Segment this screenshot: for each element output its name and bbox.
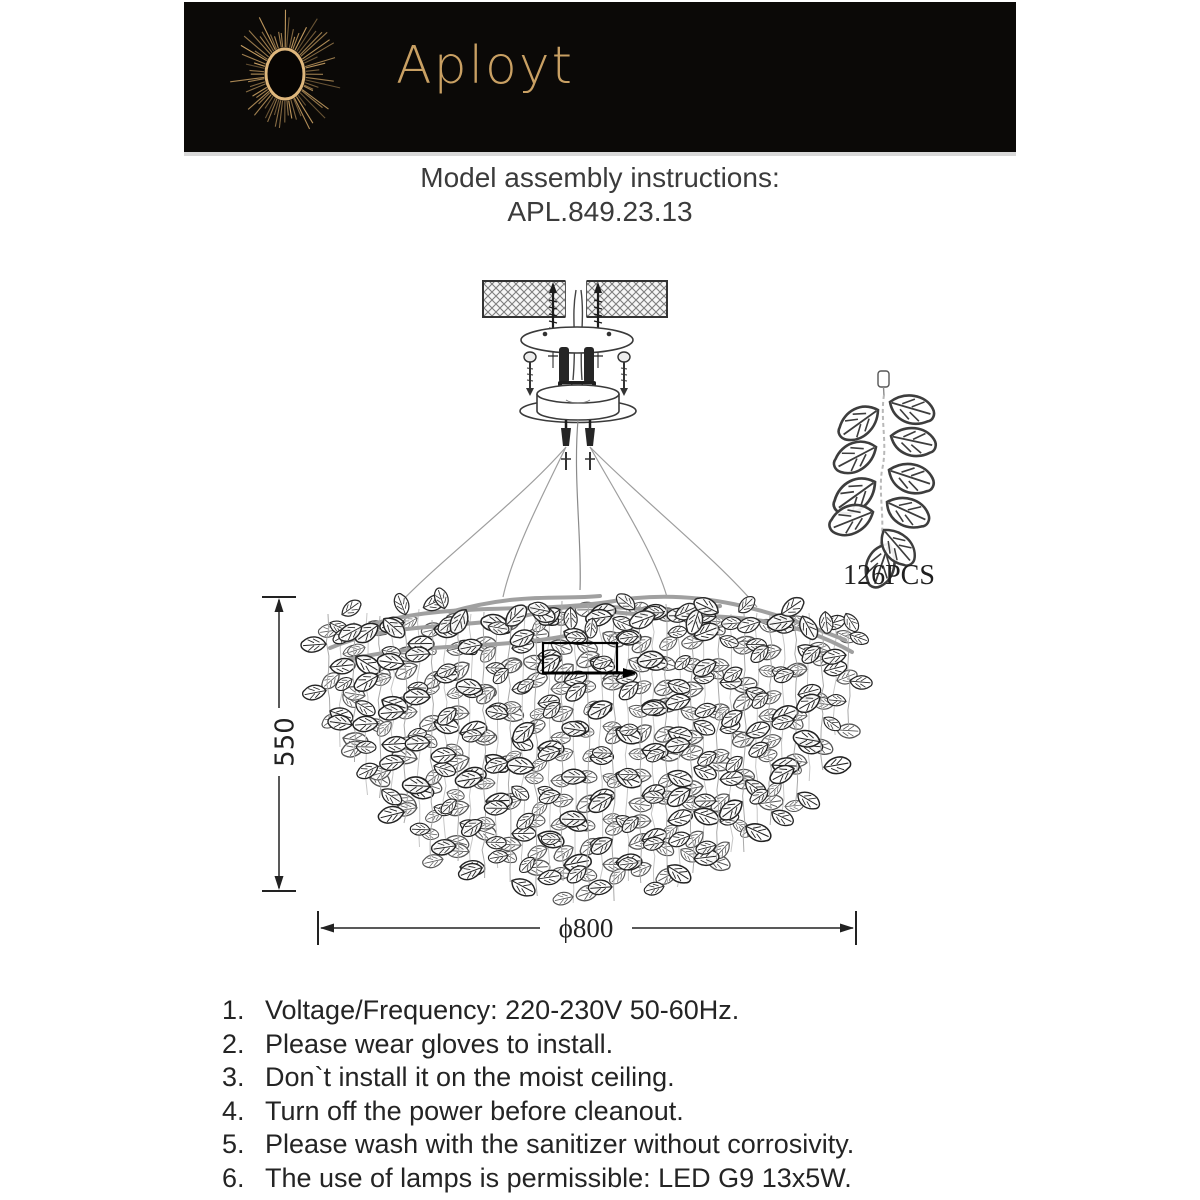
instruction-text: Please wear gloves to install. [265, 1028, 614, 1059]
instruction-number: 5. [222, 1129, 245, 1159]
instruction-item [222, 1028, 854, 1062]
brand-name: Aployt [396, 36, 575, 96]
instruction-text: Don`t install it on the moist ceiling. [265, 1062, 675, 1092]
diameter-label: ϕ800 [558, 913, 614, 943]
instruction-item [222, 1061, 854, 1095]
suspension-cables [397, 420, 757, 607]
height-label: 550 [270, 717, 301, 767]
instruction-item [222, 1162, 854, 1196]
instructions-list [222, 994, 854, 1195]
chandelier-body [301, 587, 873, 906]
leaf-strand-detail [826, 371, 940, 592]
instruction-number: 1. [222, 995, 245, 1025]
instruction-number: 3. [222, 1062, 245, 1092]
instruction-text: Voltage/Frequency: 220-230V 50-60Hz. [265, 995, 740, 1025]
instruction-number: 2. [222, 1028, 245, 1059]
instruction-item [222, 1095, 854, 1129]
instruction-text: The use of lamps is permissible: LED G9 13x5W. [265, 1162, 852, 1193]
instruction-number: 6. [222, 1162, 245, 1193]
instruction-number: 4. [222, 1095, 245, 1126]
pieces-count-label: 126PCS [843, 560, 935, 591]
instruction-text: Turn off the power before cleanout. [265, 1095, 684, 1126]
instruction-text: Please wash with the sanitizer without corrosivity. [265, 1129, 855, 1159]
model-number: APL.849.23.13 [507, 196, 693, 227]
dimension-height [262, 597, 301, 891]
dimension-diameter [318, 911, 856, 945]
page-title: Model assembly instructions: [420, 162, 780, 193]
instruction-item [222, 1128, 854, 1162]
canopy [520, 385, 636, 423]
instruction-item [222, 994, 854, 1028]
